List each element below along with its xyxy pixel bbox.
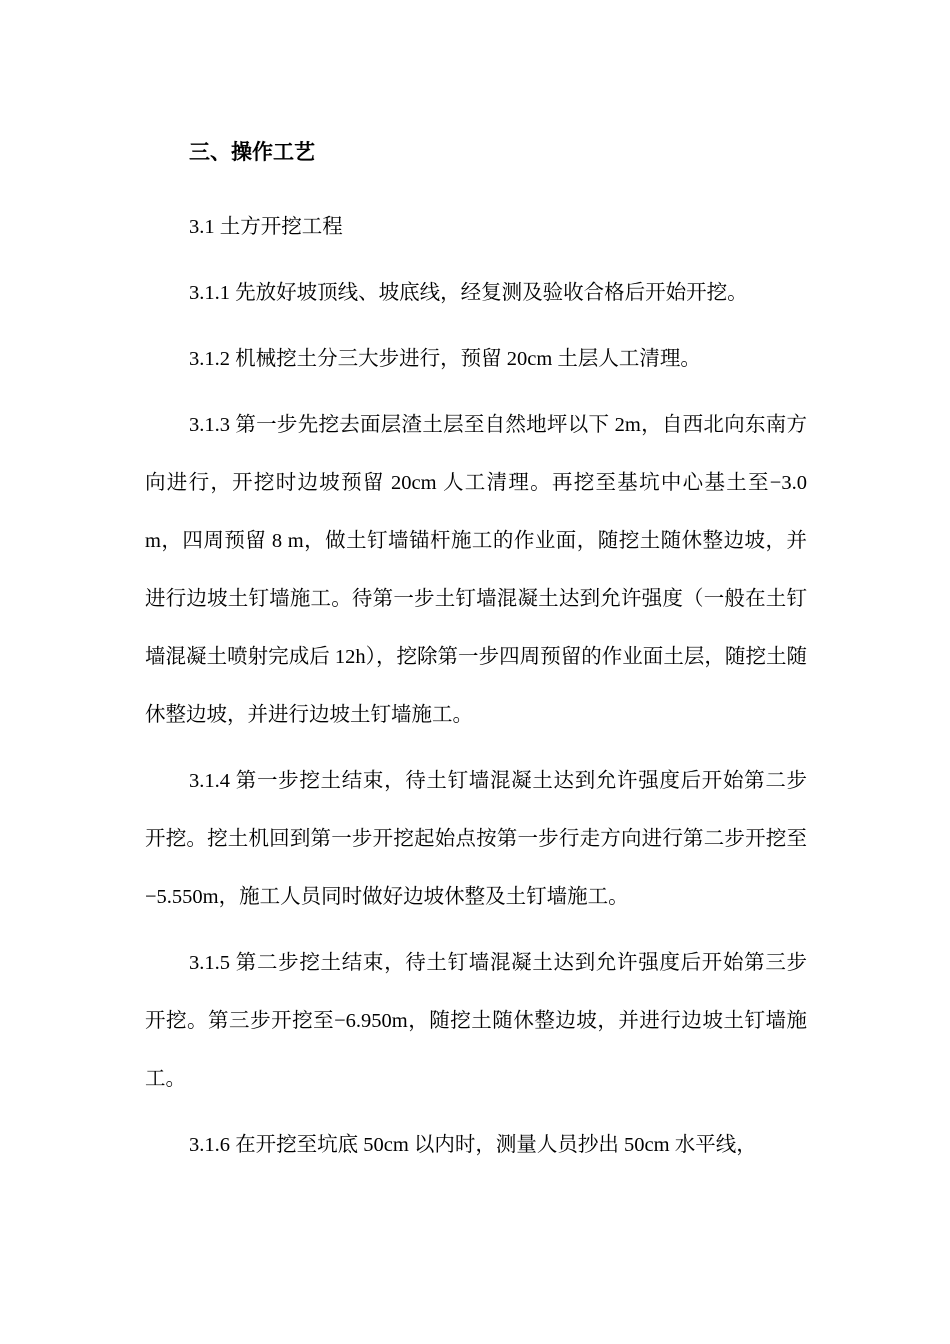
paragraph-3-1-3: 3.1.3 第一步先挖去面层渣土层至自然地坪以下 2m，自西北向东南方向进行，开挖时边坡预留 20cm 人工清理。再挖至基坑中心基土至−3.0 m，四周预留 8 m，做土钉墙锚杆施工的作业面，随挖土随休整边坡，并进行边坡土钉墙施工。待第一步土钉墙混凝土达到允许强度（一般在土钉墙混凝土喷射完成后 12h），挖除第一步四周预留的作业面土层，随挖土随休整边坡，并进行边坡土钉墙施工。 (145, 414, 807, 726)
paragraph-3-1-1: 3.1.1 先放好坡顶线、坡底线，经复测及验收合格后开始开挖。 (189, 282, 748, 304)
paragraph-3-1: 3.1 土方开挖工程 (189, 216, 343, 238)
section-heading: 三、操作工艺 (189, 140, 315, 164)
document-body (145, 132, 807, 1182)
paragraph-3-1-5: 3.1.5 第二步挖土结束，待土钉墙混凝土达到允许强度后开始第三步开挖。第三步开挖至−6.950m，随挖土随休整边坡，并进行边坡土钉墙施工。 (145, 952, 807, 1090)
paragraph-3-1-4: 3.1.4 第一步挖土结束，待土钉墙混凝土达到允许强度后开始第二步开挖。挖土机回到第一步开挖起始点按第一步行走方向进行第二步开挖至−5.550m，施工人员同时做好边坡休整及土钉墙施工。 (145, 770, 807, 908)
paragraph-3-1-6: 3.1.6 在开挖至坑底 50cm 以内时，测量人员抄出 50cm 水平线， (189, 1134, 757, 1156)
paragraph-3-1-2: 3.1.2 机械挖土分三大步进行，预留 20cm 土层人工清理。 (189, 348, 701, 370)
